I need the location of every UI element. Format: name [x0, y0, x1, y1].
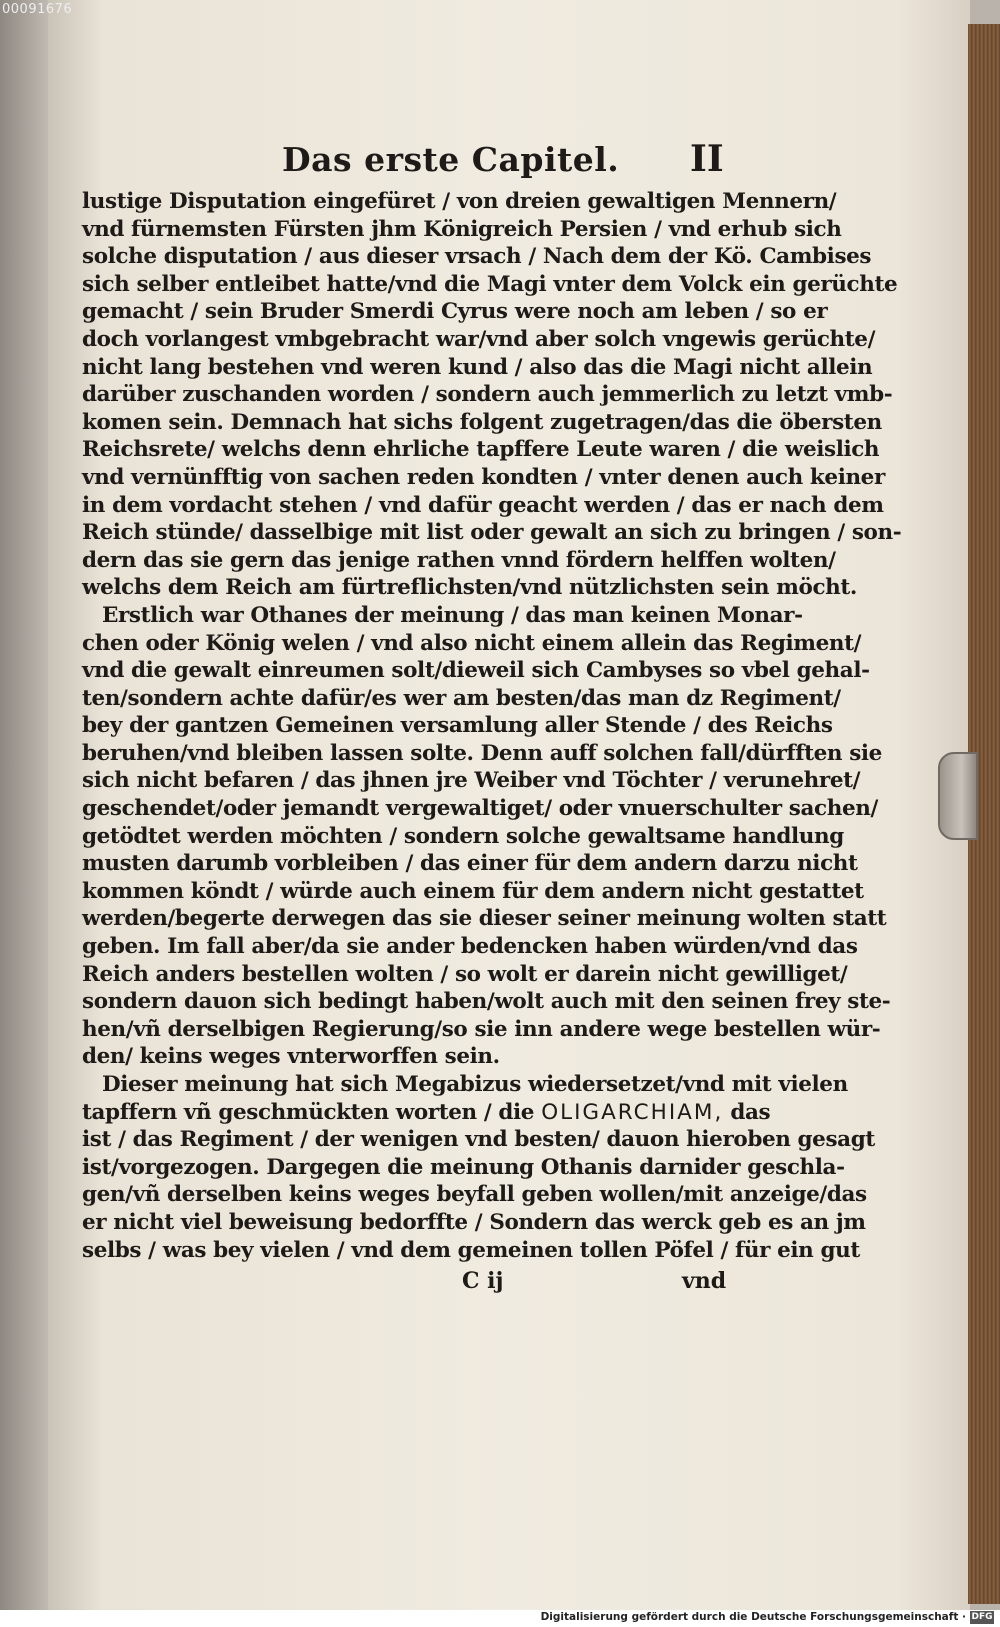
text-segment: tapffern vñ geschmückten worten / die [82, 1099, 535, 1125]
text-line: sich nicht befaren / das jhnen jre Weiber vnd Töchter / verunehret/ [82, 768, 861, 794]
text-line: komen sein. Demnach hat sichs folgent zugetragen/das die öbersten [82, 409, 882, 435]
text-line: vnd fürnemsten Fürsten jhm Königreich Persien / vnd erhub sich [82, 216, 842, 242]
text-block [82, 138, 902, 1308]
text-line: ist / das Regiment / der wenigen vnd besten/ dauon hieroben gesagt [82, 1127, 875, 1153]
text-line: darüber zuschanden worden / sondern auch jemmerlich zu letzt vmb- [82, 382, 893, 408]
text-line: gen/vñ derselben keins weges beyfall geben wollen/mit anzeige/das [82, 1182, 867, 1208]
text-line: beruhen/vnd bleiben lassen solte. Denn auff solchen fall/dürfften sie [82, 740, 882, 766]
text-line: Reichsrete/ welchs denn ehrliche tapffere Leute waren / die weislich [82, 437, 880, 463]
text-line: Reich stünde/ dasselbige mit list oder gewalt an sich zu bringen / son- [82, 520, 902, 546]
text-line: in dem vordacht stehen / vnd dafür geacht werden / das er nach dem [82, 492, 884, 518]
text-line: vnd vernünfftig von sachen reden kondten / vnter denen auch keiner [82, 464, 885, 490]
text-line: vnd die gewalt einreumen solt/dieweil sich Cambyses so vbel gehal- [82, 658, 870, 684]
text-line: lustige Disputation eingefüret / von dreien gewaltigen Mennern/ [82, 189, 837, 214]
text-line: getödtet werden möchten / sondern solche gewaltsame handlung [82, 823, 844, 849]
text-line: gemacht / sein Bruder Smerdi Cyrus were noch am leben / so er [82, 299, 828, 325]
text-line: werden/begerte derwegen das sie dieser seiner meinung wolten statt [82, 906, 887, 932]
text-line: chen oder König welen / vnd also nicht einem allein das Regiment/ [82, 630, 862, 656]
running-title: Das erste Capitel. [282, 140, 620, 179]
text-line: sich selber entleibet hatte/vnd die Magi vnter dem Volck ein gerüchte [82, 271, 898, 297]
text-line: den/ keins weges vnterworffen sein. [82, 1044, 500, 1070]
roman-word: OLIGARCHIAM, [541, 1099, 724, 1125]
page-footer [82, 1268, 742, 1308]
signature-mark: C ij [462, 1268, 504, 1295]
text-segment: das [730, 1099, 771, 1125]
text-line: doch vorlangest vmbgebracht war/vnd aber solch vngewis gerüchte/ [82, 326, 876, 352]
dfg-logo-icon: DFG [971, 1612, 993, 1622]
text-line: solche disputation / aus dieser vrsach / Nach dem der Kö. Cambises [82, 244, 872, 270]
page-header [82, 140, 742, 188]
text-line: hen/vñ derselbigen Regierung/so sie inn andere wege bestellen wür- [82, 1016, 881, 1042]
text-line: dern das sie gern das jenige rathen vnnd fördern helffen wolten/ [82, 547, 836, 573]
text-line: nicht lang bestehen vnd weren kund / also das die Magi nicht allein [82, 354, 873, 380]
text-line: kommen köndt / würde auch einem für dem andern nicht gestattet [82, 878, 864, 904]
text-line: Reich anders bestellen wolten / so wolt er darein nicht gewilliget/ [82, 961, 848, 987]
catchword: vnd [682, 1268, 727, 1295]
text-line: bey der gantzen Gemeinen versamlung aller Stende / des Reichs [82, 713, 833, 739]
text-line: ten/sondern achte dafür/es wer am besten/das man dz Regiment/ [82, 685, 841, 711]
text-line: geben. Im fall aber/da sie ander bedencken haben würden/vnd das [82, 934, 858, 960]
text-line: selbs / was bey vielen / vnd dem gemeinen tollen Pöfel / für ein gut [82, 1237, 860, 1263]
text-line: Erstlich war Othanes der meinung / das man keinen Monar- [102, 602, 803, 628]
text-line: sondern dauon sich bedingt haben/wolt auch mit den seinen frey ste- [82, 989, 891, 1015]
page-clip [938, 752, 978, 840]
text-line-with-roman [82, 1099, 771, 1127]
text-line: ist/vorgezogen. Dargegen die meinung Othanis darnider geschla- [82, 1154, 845, 1180]
text-line: geschendet/oder jemandt vergewaltiget/ oder vnuerschulter sachen/ [82, 796, 878, 822]
text-line: musten darumb vorbleiben / das einer für dem andern darzu nicht [82, 851, 858, 877]
body-text [82, 188, 902, 1264]
catalog-number: 00091676 [2, 2, 73, 17]
folio-number: II [690, 138, 724, 180]
text-line: Dieser meinung hat sich Megabizus wiedersetzet/vnd mit vielen [102, 1072, 848, 1097]
text-line: welchs dem Reich am fürtreflichsten/vnd nützlichsten sein möcht. [82, 575, 857, 601]
funding-note: Digitalisierung gefördert durch die Deutsche Forschungsgemeinschaft · [540, 1611, 966, 1623]
text-line: er nicht viel beweisung bedorffte / Sondern das werck geb es an jm [82, 1209, 866, 1235]
